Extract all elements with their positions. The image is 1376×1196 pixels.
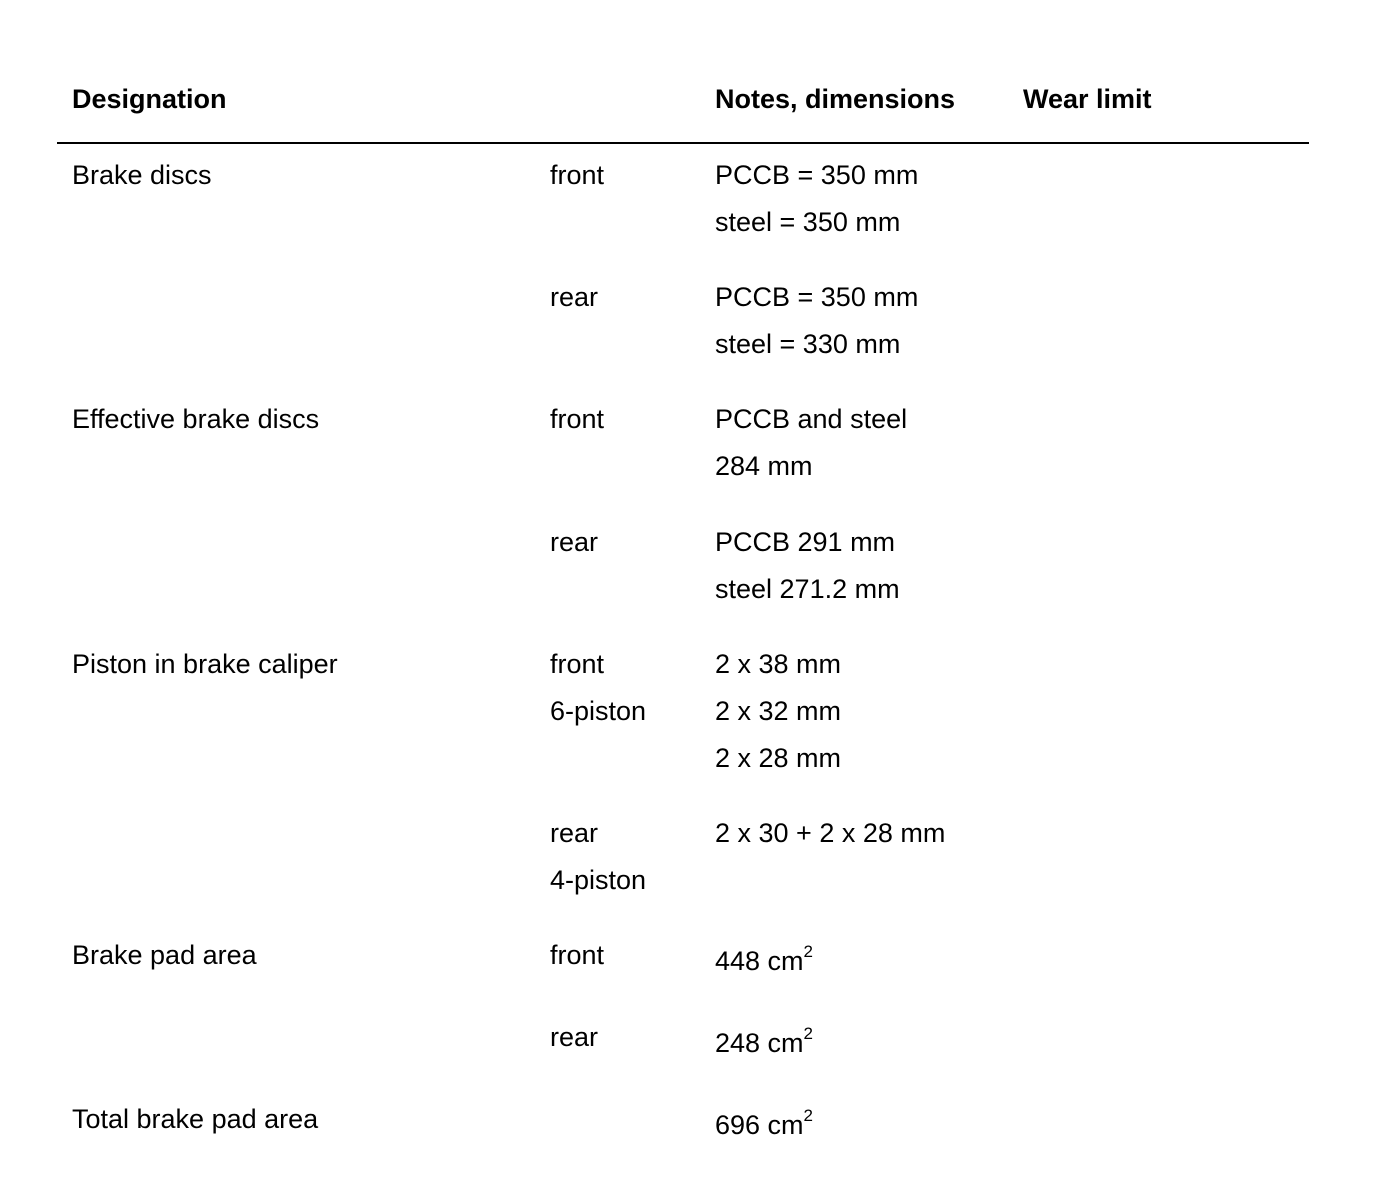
note-line: 2 x 38 mm bbox=[715, 649, 842, 679]
notes-effective-front bbox=[715, 402, 907, 496]
position-front-piston bbox=[550, 647, 646, 741]
unit-exponent: 2 bbox=[803, 1106, 814, 1125]
header-wear-limit: Wear limit bbox=[1023, 84, 1152, 114]
header-notes: Notes, dimensions bbox=[715, 84, 956, 114]
row-label-effective-brake-discs: Effective brake discs bbox=[72, 404, 320, 434]
notes-brake-discs-front bbox=[715, 158, 918, 252]
unit-exponent: 2 bbox=[803, 942, 814, 961]
note-line: PCCB and steel bbox=[715, 404, 908, 434]
row-label-total-brake-pad-area: Total brake pad area bbox=[72, 1104, 319, 1134]
unit-exponent: 2 bbox=[803, 1024, 814, 1043]
notes-effective-rear bbox=[715, 525, 900, 619]
notes-piston-front bbox=[715, 647, 841, 788]
note-line: PCCB 291 mm bbox=[715, 527, 896, 557]
position-front: front bbox=[550, 940, 605, 970]
row-label-brake-pad-area: Brake pad area bbox=[72, 940, 257, 970]
position-rear: rear bbox=[550, 282, 599, 312]
position-line: front bbox=[550, 649, 605, 679]
position-line: rear bbox=[550, 818, 599, 848]
note-line: PCCB = 350 mm bbox=[715, 160, 919, 190]
note-line: steel = 330 mm bbox=[715, 329, 901, 359]
position-rear: rear bbox=[550, 527, 599, 557]
notes-piston-rear bbox=[715, 816, 945, 863]
value-text: 696 cm bbox=[715, 1110, 804, 1140]
value-text: 448 cm bbox=[715, 946, 804, 976]
note-line: PCCB = 350 mm bbox=[715, 282, 919, 312]
header-designation: Designation bbox=[72, 84, 227, 114]
value-total-pad-area bbox=[715, 1108, 813, 1142]
note-line: 284 mm bbox=[715, 451, 813, 481]
position-line: 4-piston bbox=[550, 865, 647, 895]
note-line: steel 271.2 mm bbox=[715, 574, 900, 604]
value-pad-area-front bbox=[715, 944, 813, 978]
position-front: front bbox=[550, 160, 605, 190]
value-pad-area-rear bbox=[715, 1026, 813, 1060]
row-label-brake-discs: Brake discs bbox=[72, 160, 212, 190]
note-line: steel = 350 mm bbox=[715, 207, 901, 237]
row-label-piston: Piston in brake caliper bbox=[72, 649, 338, 679]
position-line: 6-piston bbox=[550, 696, 647, 726]
value-text: 248 cm bbox=[715, 1028, 804, 1058]
position-rear: rear bbox=[550, 1022, 599, 1052]
note-line: 2 x 28 mm bbox=[715, 743, 842, 773]
header-divider bbox=[57, 142, 1309, 144]
note-line: 2 x 32 mm bbox=[715, 696, 842, 726]
position-front: front bbox=[550, 404, 605, 434]
note-line: 2 x 30 + 2 x 28 mm bbox=[715, 818, 946, 848]
notes-brake-discs-rear bbox=[715, 280, 918, 374]
position-rear-piston bbox=[550, 816, 646, 910]
